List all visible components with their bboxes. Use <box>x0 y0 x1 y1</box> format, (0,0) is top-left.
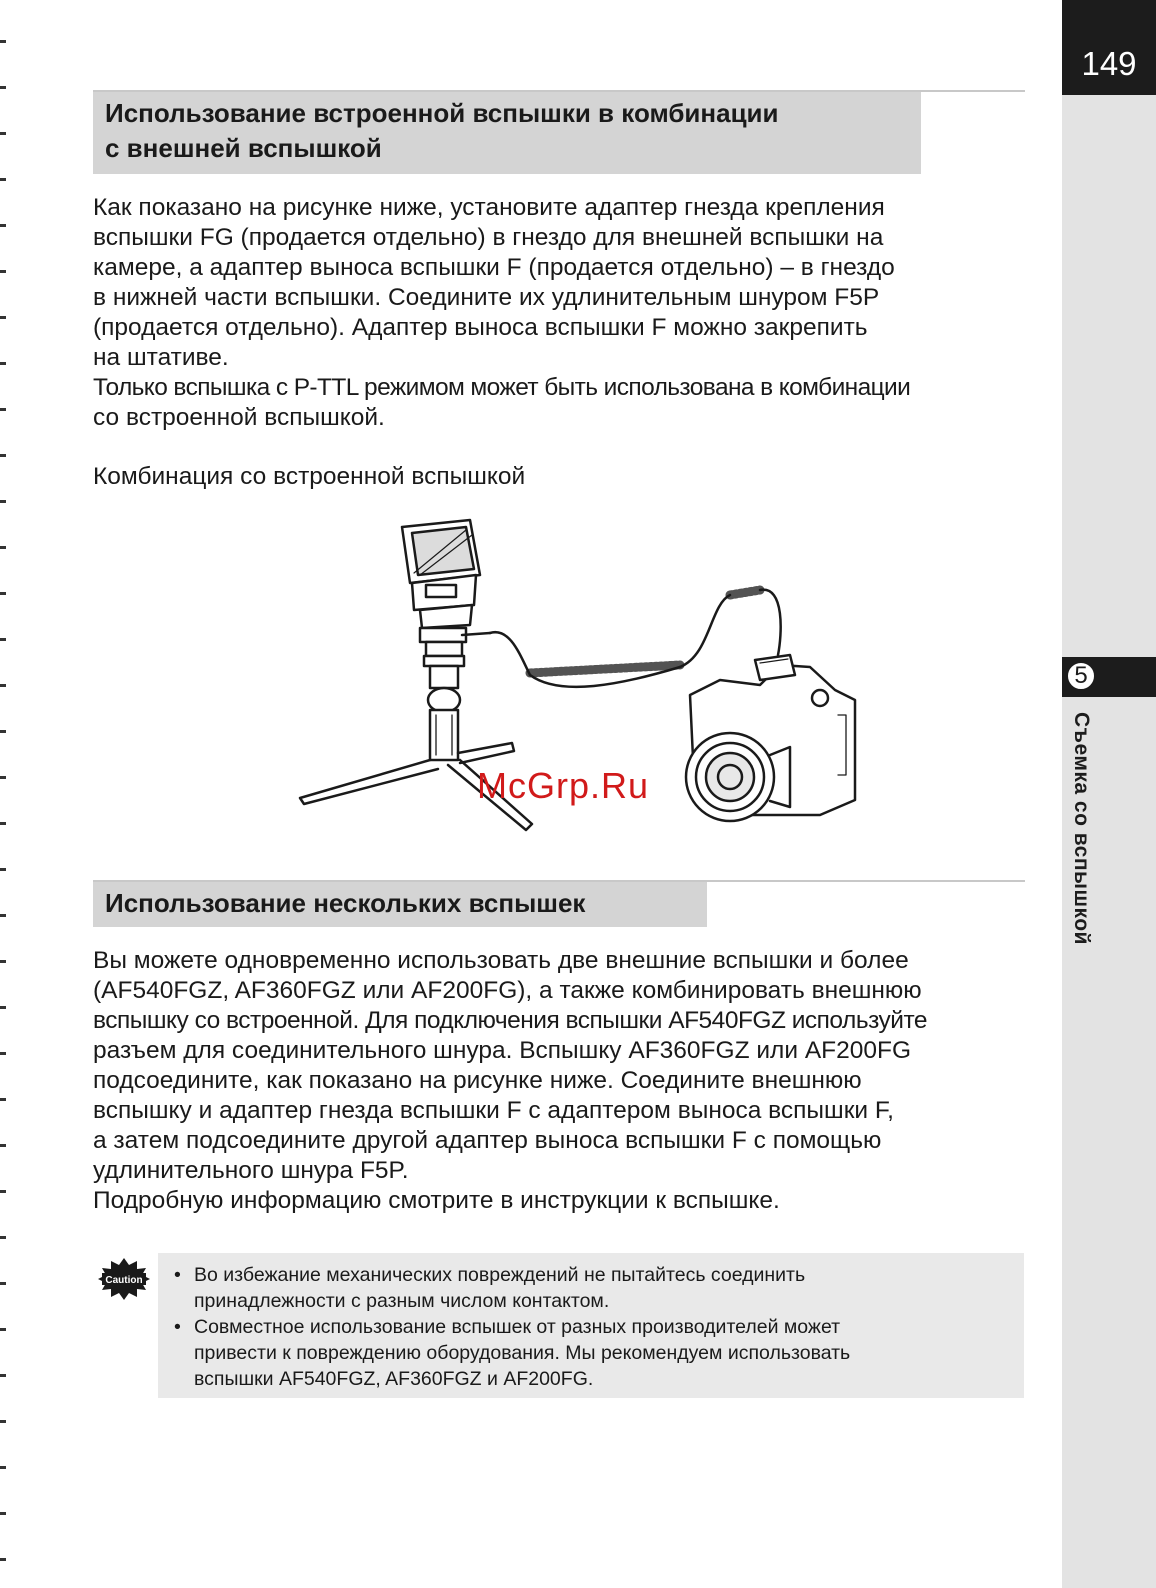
body-line: Как показано на рисунке ниже, установите адаптер гнезда крепления <box>93 194 885 221</box>
caution-line: привести к повреждению оборудования. Мы рекомендуем использовать <box>194 1342 851 1364</box>
figure-caption: Комбинация со встроенной вспышкой <box>93 463 526 490</box>
caution-list <box>172 1262 1012 1392</box>
body-line: подсоедините, как показано на рисунке ниже. Соедините внешнюю <box>93 1067 862 1094</box>
body-line: камере, а адаптер выноса вспышки F (продается отдельно) – в гнездо <box>93 254 895 281</box>
section-heading-combination <box>93 92 921 174</box>
body-line: разъем для соединительного шнура. Вспышку AF360FGZ или AF200FG <box>93 1037 912 1064</box>
caution-item <box>172 1314 1012 1392</box>
body-line: в нижней части вспышки. Соедините их удлинительным шнуром F5P <box>93 284 880 311</box>
body-line: (AF540FGZ, AF360FGZ или AF200FG), а также комбинировать внешнюю <box>93 977 922 1004</box>
caution-line: • Совместное использование вспышек от разных производителей может <box>194 1316 841 1338</box>
camera-icon <box>686 655 855 821</box>
caution-item <box>172 1262 1012 1314</box>
body-line: со встроенной вспышкой. <box>93 404 385 431</box>
body-line: (продается отдельно). Адаптер выноса вспышки F можно закрепить <box>93 314 868 341</box>
chapter-title: Съемка со вспышкой <box>1070 712 1093 945</box>
caution-line: вспышки AF540FGZ, AF360FGZ и AF200FG. <box>194 1368 594 1390</box>
section-heading-multiple: Использование нескольких вспышек <box>93 882 707 927</box>
body-line: удлинительного шнура F5P. <box>93 1157 409 1184</box>
page-number: 149 <box>1081 45 1137 82</box>
chapter-number: 5 <box>1066 661 1096 691</box>
body-line: Вы можете одновременно использовать две внешние вспышки и более <box>93 947 909 974</box>
body-line: Подробную информацию смотрите в инструкции к вспышке. <box>93 1187 780 1214</box>
body-line: Только вспышка с P-TTL режимом может быть использована в комбинации <box>93 374 911 401</box>
section1-body <box>93 193 910 433</box>
body-line: вспышку и адаптер гнезда вспышки F с адаптером выноса вспышки F, <box>93 1097 894 1124</box>
watermark-text: McGrp.Ru <box>477 765 650 806</box>
body-line: на штативе. <box>93 344 229 371</box>
flash-adapter-icon <box>420 628 490 666</box>
body-line: а затем подсоедините другой адаптер выноса вспышки F с помощью <box>93 1127 882 1154</box>
heading-line: с внешней вспышкой <box>105 133 382 163</box>
body-line: вспышку со встроенной. Для подключения вспышки AF540FGZ используйте <box>93 1007 928 1034</box>
caution-icon <box>96 1256 152 1302</box>
body-line: вспышки FG (продается отдельно) в гнездо для внешней вспышки на <box>93 224 884 251</box>
binding-marks <box>0 40 6 1570</box>
external-flash-icon <box>402 520 480 628</box>
caution-line: принадлежности с разным числом контактом. <box>194 1290 610 1312</box>
section2-body <box>93 946 927 1216</box>
caution-icon-label: Caution <box>105 1275 143 1286</box>
heading-line: Использование встроенной вспышки в комбинации <box>105 98 779 128</box>
caution-line: • Во избежание механических повреждений не пытайтесь соединить <box>194 1264 806 1286</box>
extension-cord-icon <box>490 590 781 687</box>
